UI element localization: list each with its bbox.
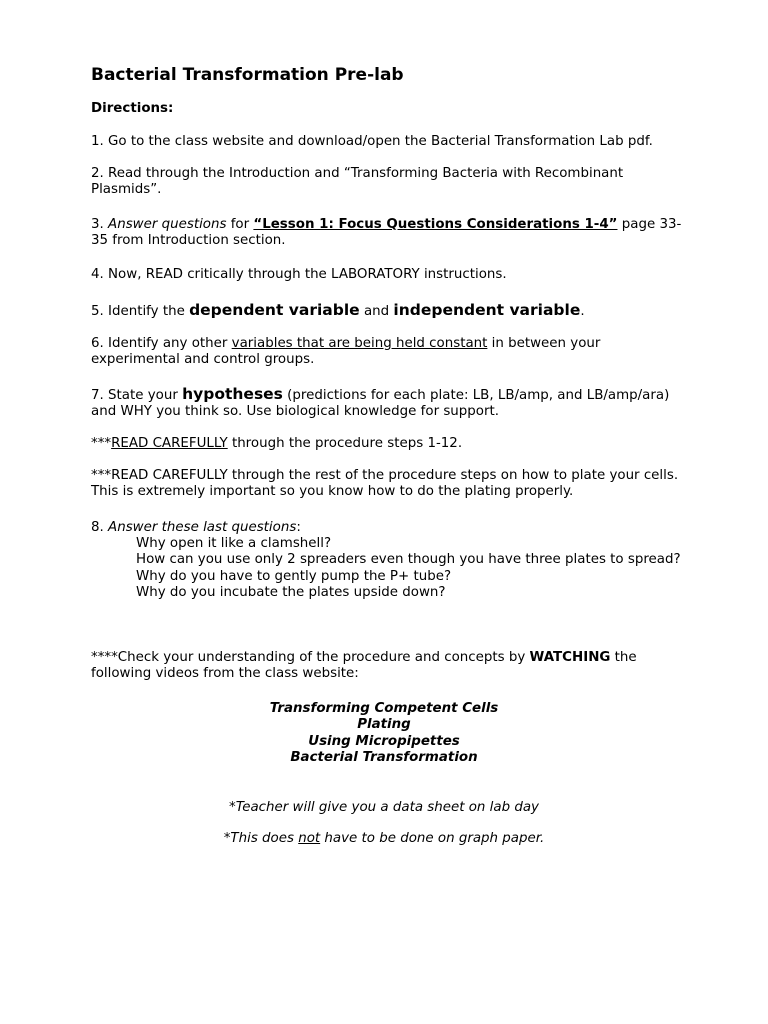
not-word: not [298, 831, 321, 846]
step-6 [91, 336, 691, 369]
step-3-for: for [226, 217, 254, 232]
step-8 [91, 520, 691, 536]
step-8-number: 8. [91, 520, 109, 535]
video-title: Bacterial Transformation [290, 750, 478, 766]
step-5-pre: 5. Identify the [91, 304, 190, 319]
step-8-label: Answer these last questions [108, 520, 297, 535]
read-carefully-1 [91, 436, 691, 452]
step-4: 4. Now, READ critically through the LABORATORY instructions. [91, 267, 507, 282]
video-title: Using Micropipettes [308, 733, 460, 749]
step-3 [91, 217, 691, 250]
step-7-rest: (predictions for each plate: LB, LB/amp, and LB/amp/ara) and WHY you think so. Use biological knowledge for support. [91, 388, 670, 420]
graph-paper-note [91, 831, 677, 847]
graph-paper-note-pre: *This does [223, 831, 299, 846]
held-constant-phrase: variables that are being held constant [231, 336, 488, 351]
video-title: Plating [357, 717, 411, 733]
video-list [91, 701, 677, 767]
step-5 [91, 302, 691, 320]
step-3-rest: page 33- 35 from Introduction section. [91, 217, 682, 249]
step-5-end: . [580, 304, 585, 319]
step-6-pre: 6. Identify any other [91, 336, 232, 351]
read-carefully-1-underlined: READ CAREFULLY [111, 436, 228, 451]
directions-heading: Directions: [91, 101, 174, 116]
list-item: Why do you have to gently pump the P+ tube? [136, 568, 452, 584]
page-title: Bacterial Transformation Pre-lab [91, 65, 404, 85]
dependent-variable-term: dependent variable [189, 301, 360, 319]
watching-term: WATCHING [529, 650, 611, 665]
step-5-and: and [359, 304, 394, 319]
list-item: Why open it like a clamshell? [136, 536, 332, 551]
step-8-colon: : [296, 520, 301, 535]
check-pre: ****Check your understanding of the procedure and concepts by [91, 650, 530, 665]
graph-paper-note-rest: have to be done on graph paper. [320, 831, 545, 846]
step-3-lesson-ref: “Lesson 1: Focus Questions Considerations 1-4” [253, 217, 618, 232]
read-carefully-1-stars: *** [91, 436, 112, 451]
check-rest: the following videos from the class website: [91, 650, 637, 682]
read-carefully-2: ***READ CAREFULLY through the rest of the procedure steps on how to plate your cells. This is extremely important so you know how to do the plating properly. [91, 468, 679, 500]
step-3-answer-questions: Answer questions [108, 217, 227, 232]
video-title: Transforming Competent Cells [269, 701, 499, 716]
step-6-rest: in between your experimental and control groups. [91, 336, 601, 368]
hypotheses-term: hypotheses [182, 385, 283, 403]
step-7-pre: 7. State your [91, 388, 183, 403]
list-item: How can you use only 2 spreaders even though you have three plates to spread? [136, 552, 681, 568]
independent-variable-term: independent variable [393, 301, 581, 319]
check-understanding [91, 650, 691, 683]
last-questions-list [136, 536, 696, 602]
step-2: 2. Read through the Introduction and “Transforming Bacteria with Recombinant Plasmids”. [91, 166, 624, 198]
teacher-note: *Teacher will give you a data sheet on lab day [229, 800, 539, 815]
step-1: 1. Go to the class website and download/open the Bacterial Transformation Lab pdf. [91, 134, 653, 149]
step-7 [91, 386, 691, 421]
step-3-number: 3. [91, 217, 109, 232]
list-item: Why do you incubate the plates upside down? [136, 585, 446, 601]
read-carefully-1-rest: through the procedure steps 1-12. [227, 436, 463, 451]
